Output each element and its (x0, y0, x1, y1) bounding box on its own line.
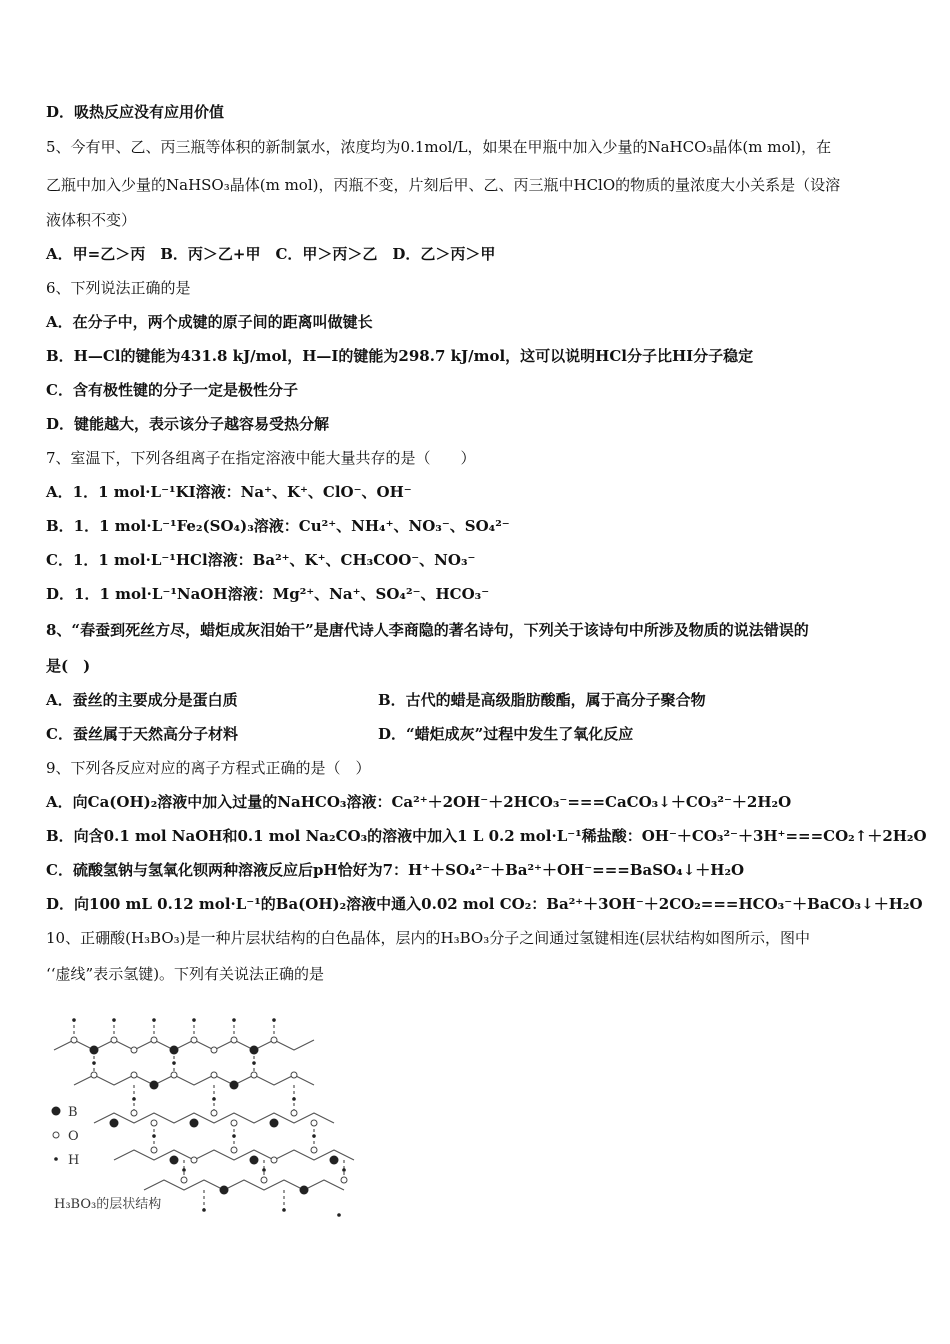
q7-option-c: C．1．1 mol·L⁻¹HCl溶液：Ba²⁺、K⁺、CH₃COO⁻、NO₃⁻ (46, 551, 476, 569)
q7-option-a: A．1．1 mol·L⁻¹KI溶液：Na⁺、K⁺、ClO⁻、OH⁻ (46, 483, 412, 501)
legend-o-marker (53, 1132, 59, 1138)
q10-stem-line-1: 10、正硼酸(H₃BO₃)是一种片层状结构的白色晶体，层内的H₃BO₃分子之间通过氢键相连(层状结构如图所示，图中 (46, 929, 811, 947)
q10-stem-line-2: ‘‘虚线”表示氢键)。下列有关说法正确的是 (46, 965, 325, 983)
q7-option-b: B．1．1 mol·L⁻¹Fe₂(SO₄)₃溶液：Cu²⁺、NH₄⁺、NO₃⁻、SO₄²⁻ (46, 517, 510, 535)
q6-option-a: A．在分子中，两个成键的原子间的距离叫做键长 (46, 313, 373, 331)
q9-option-a: A．向Ca(OH)₂溶液中加入过量的NaHCO₃溶液：Ca²⁺＋2OH⁻＋2HCO₃⁻===CaCO₃↓＋CO₃²⁻＋2H₂O (46, 793, 792, 811)
q8-option-b: B．古代的蜡是高级脂肪酸酯，属于高分子聚合物 (378, 691, 706, 709)
q9-option-c: C．硫酸氢钠与氢氧化钡两种溶液反应后pH恰好为7：H⁺＋SO₄²⁻＋Ba²⁺＋OH⁻===BaSO₄↓＋H₂O (46, 861, 745, 879)
q6-option-c: C．含有极性键的分子一定是极性分子 (46, 381, 298, 399)
q5-options: A．甲=乙＞丙 B．丙＞乙+甲 C．甲＞丙＞乙 D．乙＞丙＞甲 (46, 245, 496, 263)
q8-stem-line-2: 是( ) (46, 657, 91, 675)
q6-option-b: B．H—Cl的键能为431.8 kJ/mol，H—I的键能为298.7 kJ/mol，这可以说明HCl分子比HI分子稳定 (46, 347, 754, 365)
q5-stem-line-2: 乙瓶中加入少量的NaHSO₃晶体(m mol)，丙瓶不变，片刻后甲、乙、丙三瓶中HClO的物质的量浓度大小关系是（设溶 (46, 176, 841, 194)
q9-stem: 9、下列各反应对应的离子方程式正确的是（ ） (46, 759, 371, 777)
q8-option-a: A．蚕丝的主要成分是蛋白质 (46, 691, 238, 709)
q7-stem: 7、室温下，下列各组离子在指定溶液中能大量共存的是（ ） (46, 449, 476, 467)
q5-stem-line-1: 5、今有甲、乙、丙三瓶等体积的新制氯水，浓度均为0.1mol/L，如果在甲瓶中加入少量的NaHCO₃晶体(m mol)，在 (46, 138, 832, 156)
q8-option-c: C．蚕丝属于天然高分子材料 (46, 725, 238, 743)
q4-option-d: D．吸热反应没有应用价值 (46, 103, 225, 121)
q6-option-d: D．键能越大，表示该分子越容易受热分解 (46, 415, 330, 433)
legend-h-label: H (68, 1153, 80, 1168)
legend-h-marker (54, 1157, 58, 1161)
q9-option-b: B．向含0.1 mol NaOH和0.1 mol Na₂CO₃的溶液中加入1 L 0.2 mol·L⁻¹稀盐酸：OH⁻＋CO₃²⁻＋3H⁺===CO₂↑＋2H₂O (46, 827, 927, 845)
q9-option-d: D．向100 mL 0.12 mol·L⁻¹的Ba(OH)₂溶液中通入0.02 mol CO₂：Ba²⁺＋3OH⁻＋2CO₂===HCO₃⁻＋BaCO₃↓＋H₂O (46, 895, 923, 913)
q6-stem: 6、下列说法正确的是 (46, 279, 191, 297)
legend-b-marker (52, 1107, 61, 1116)
h3bo3-layer-structure-figure (44, 1005, 364, 1220)
q8-stem-line-1: 8、“春蚕到死丝方尽，蜡炬成灰泪始干”是唐代诗人李商隐的著名诗句，下列关于该诗句中所涉及物质的说法错误的 (46, 621, 809, 639)
legend-b-label: B (68, 1105, 78, 1120)
figure-caption: H₃BO₃的层状结构 (54, 1197, 162, 1212)
q8-option-d: D．“蜡炬成灰”过程中发生了氧化反应 (378, 725, 634, 743)
q7-option-d: D．1．1 mol·L⁻¹NaOH溶液：Mg²⁺、Na⁺、SO₄²⁻、HCO₃⁻ (46, 585, 490, 603)
q5-stem-line-3: 液体积不变） (46, 211, 137, 229)
legend-o-label: O (68, 1129, 79, 1144)
